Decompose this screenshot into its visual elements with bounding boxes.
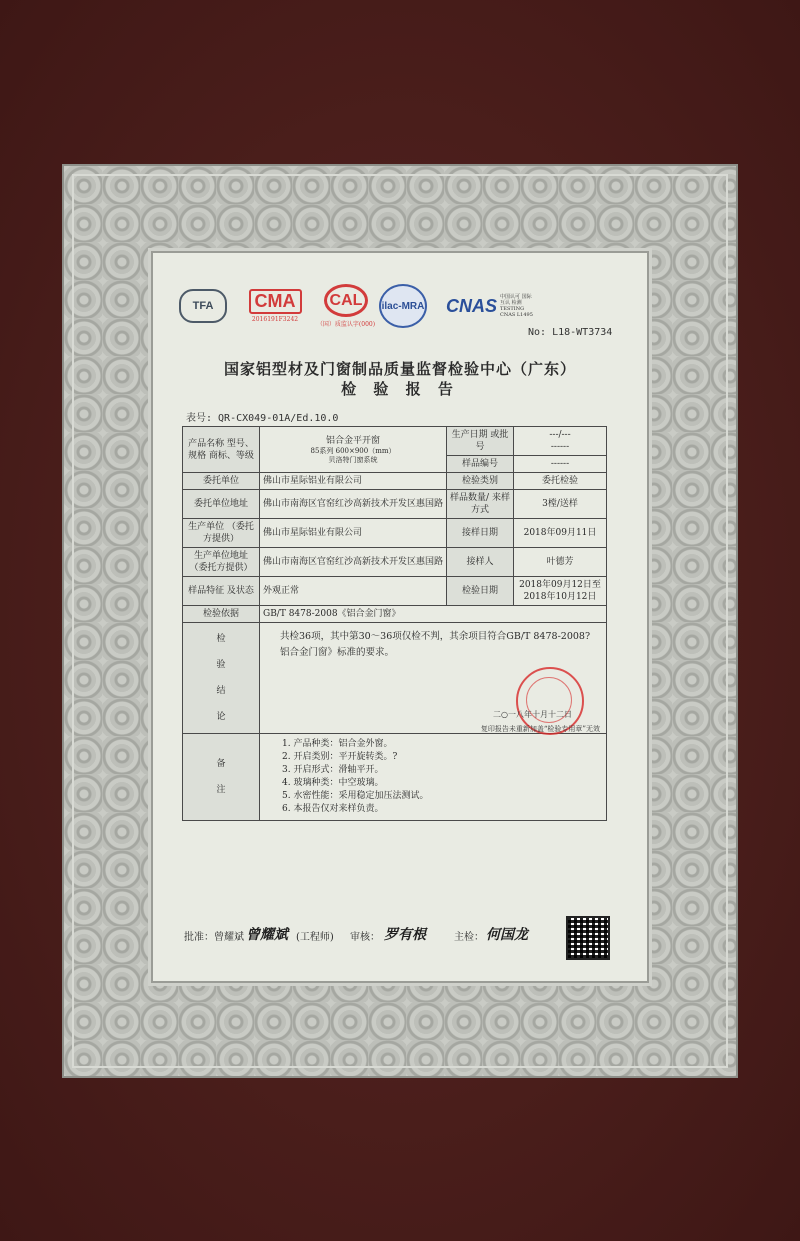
report-title: 国家铝型材及门窗制品质量监督检验中心（广东） (223, 360, 576, 378)
ilac-logo: ilac-MRA (378, 284, 428, 328)
table-row (183, 548, 607, 577)
remarks-cell (260, 734, 607, 821)
table-row (183, 623, 607, 734)
receiver-value: 叶德芳 (514, 548, 607, 577)
list-item: 4. 玻璃种类：中空玻璃。 (282, 778, 384, 788)
cnas-logo: CNAS 中国认可 国际互认 检测 TESTING CNAS L1495 (446, 294, 533, 318)
conclusion-label: 检 验 结 论 (183, 623, 260, 734)
review-signature: 罗有根 (384, 927, 426, 943)
client-addr-value: 佛山市南海区官窑红沙高新技术开发区惠国路 (260, 490, 447, 519)
inspect-date-label: 检验日期 (447, 577, 514, 606)
maker-addr-value: 佛山市南海区官窑红沙高新技术开发区惠国路 (260, 548, 447, 577)
engineer-label: (工程师) (296, 932, 334, 943)
product-spec: 85系列 600×900（mm） (310, 446, 396, 455)
prod-date-value: ---/--- (549, 430, 571, 440)
approve-signature: 曾耀斌 (246, 927, 288, 943)
table-row (183, 519, 607, 548)
basis-label: 检验依据 (183, 606, 260, 623)
conclusion-text: 共检36项，其中第30～36项仅检不判，其余项目符合GB/T 8478-2008?铝合金门窗》标准的要求。 (280, 631, 591, 658)
sample-qty-value: 3樘/送样 (514, 490, 607, 519)
product-label: 产品名称 型号、规格 商标、等级 (183, 427, 260, 473)
list-item: 6. 本报告仅对来样负责。 (282, 804, 384, 814)
qr-code (566, 916, 610, 960)
table-row (183, 473, 607, 490)
conclusion-cell (260, 623, 607, 734)
list-item: 5. 水密性能：采用稳定加压法测试。 (282, 791, 429, 801)
table-row (183, 606, 607, 623)
main-inspector-label: 主检： (454, 932, 484, 943)
approve-label: 批准：曾耀斌 (184, 932, 244, 943)
maker-addr-label: 生产单位地址 （委托方提供） (183, 548, 260, 577)
client-value: 佛山市星际铝业有限公司 (260, 473, 447, 490)
maker-value: 佛山市星际铝业有限公司 (260, 519, 447, 548)
table-row (183, 734, 607, 821)
form-number: 表号: QR-CX049-01A/Ed.10.0 (186, 413, 339, 424)
conclusion-note: 复印报告未重新加盖“检验专用章”无效 (480, 725, 600, 733)
basis-value: GB/T 8478-2008《铝合金门窗》 (260, 606, 607, 623)
test-type-value: 委托检验 (514, 473, 607, 490)
remarks-label: 备 注 (183, 734, 260, 821)
report-number: No: L18-WT3734 (528, 327, 613, 338)
test-type-label: 检验类别 (447, 473, 514, 490)
sample-no-label: 样品编号 (447, 456, 514, 473)
receiver-label: 接样人 (447, 548, 514, 577)
prod-date-label: 生产日期 或批号 (447, 427, 514, 456)
list-item: 3. 开启形式：滑轴平开。 (282, 765, 384, 775)
list-item: 1. 产品种类：铝合金外窗。 (282, 739, 393, 749)
main-inspector-signature: 何国龙 (486, 927, 528, 943)
product-brand: 贝洛特门窗系统 (328, 455, 378, 464)
table-row (183, 577, 607, 606)
review-label: 审核： (350, 932, 380, 943)
client-label: 委托单位 (183, 473, 260, 490)
conclusion-box (260, 623, 606, 733)
conclusion-date: 二○一八年十月十二日 (493, 710, 572, 719)
product-name: 铝合金平开窗 (325, 435, 380, 446)
sample-state-label: 样品特征 及状态 (183, 577, 260, 606)
sample-qty-label: 样品数量/ 来样方式 (447, 490, 514, 519)
product-cell (260, 427, 447, 473)
client-addr-label: 委托单位地址 (183, 490, 260, 519)
cal-logo: CAL （国）质监认字(000) (316, 284, 376, 328)
sample-state-value: 外观正常 (260, 577, 447, 606)
table-row (183, 427, 607, 456)
prod-date-value2: ------ (550, 442, 570, 452)
maker-label: 生产单位 （委托方提供） (183, 519, 260, 548)
tfa-logo: TFA (180, 284, 226, 328)
list-item: 2. 开启类别：平开旋转类。? (282, 752, 398, 762)
report-subtitle: 检 验 报 告 (341, 380, 459, 398)
report-table (182, 426, 607, 821)
table-row (183, 490, 607, 519)
receive-date-value: 2018年09月11日 (514, 519, 607, 548)
inspect-date-value: 2018年09月12日至 2018年10月12日 (514, 577, 607, 606)
sample-no-value: ------ (514, 456, 607, 473)
receive-date-label: 接样日期 (447, 519, 514, 548)
prod-date-cell (514, 427, 607, 456)
cma-logo: CMA 2016191F3242 (240, 284, 310, 328)
certification-logos (180, 284, 620, 332)
